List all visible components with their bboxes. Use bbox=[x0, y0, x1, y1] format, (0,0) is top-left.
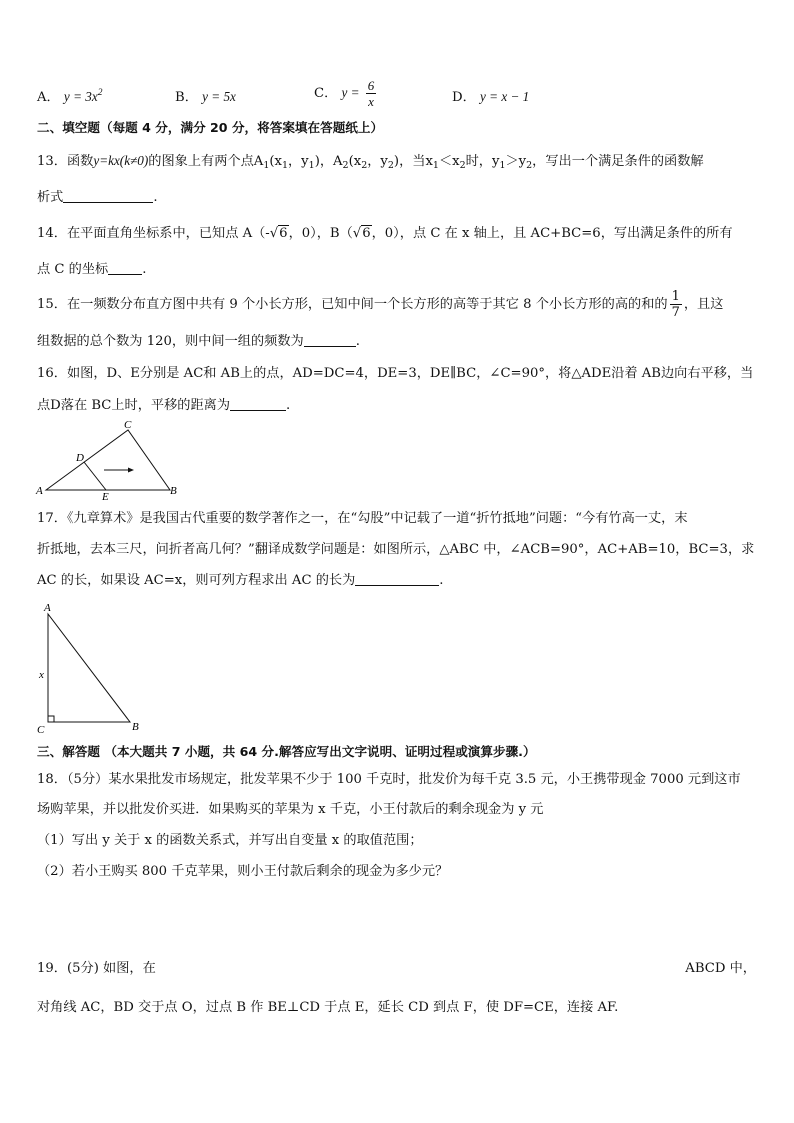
option-b bbox=[175, 86, 236, 105]
q18-sub2: （2）若小王购买 800 千克苹果，则小王付款后剩余的现金为多少元？ bbox=[37, 864, 449, 879]
q15-text: 组数据的总个数为 120，则中间一组的频数为 bbox=[37, 334, 304, 349]
fraction-denominator: 7 bbox=[671, 305, 680, 320]
q13-subscript: 2 bbox=[361, 160, 368, 171]
q14-line2 bbox=[37, 260, 146, 279]
q16-line2 bbox=[37, 396, 290, 415]
label-x: x bbox=[39, 669, 44, 681]
label-c: C bbox=[124, 419, 132, 431]
q13-text: ＜x bbox=[438, 154, 460, 169]
sqrt-radicand: 6 bbox=[279, 226, 288, 241]
option-a-expr: y = 3x bbox=[63, 89, 98, 104]
q18-line1: 18．（5分）某水果批发市场规定，批发苹果不少于 100 千克时，批发价为每千克 3.5 元，小王携带现金 7000 元到这市 bbox=[37, 772, 741, 787]
q13-text: 的图象上有两个点A bbox=[148, 154, 264, 169]
answer-blank[interactable] bbox=[304, 332, 356, 347]
q14-text: 14．在平面直角坐标系中，已知点 A（- bbox=[37, 226, 270, 241]
label-a: A bbox=[44, 602, 51, 614]
q13-text: ＞y bbox=[505, 154, 527, 169]
q13-subscript: 2 bbox=[526, 160, 533, 171]
q13-subscript: 1 bbox=[263, 160, 270, 171]
q13-text: )，A bbox=[314, 154, 343, 169]
option-c-expr: y = bbox=[341, 85, 360, 100]
q17-text: . bbox=[439, 573, 444, 588]
q17-text: AC 的长，如果设 AC=x，则可列方程求出 AC 的长为 bbox=[37, 573, 356, 588]
arrow-icon bbox=[104, 468, 134, 473]
section2-title: 二、填空题（每题 4 分，满分 20 分，将答案填在答题纸上） bbox=[37, 120, 384, 135]
label-a: A bbox=[36, 485, 43, 497]
answer-blank[interactable] bbox=[355, 571, 439, 586]
sqrt-radicand: 6 bbox=[362, 226, 371, 241]
option-d bbox=[452, 86, 529, 105]
option-d-expr: y = x − 1 bbox=[479, 89, 530, 104]
q14-text: . bbox=[142, 262, 147, 277]
q13-subscript: 1 bbox=[432, 160, 439, 171]
q15-fraction bbox=[670, 289, 682, 320]
q16-text: 点D落在 BC上时，平移的距离为 bbox=[37, 398, 231, 413]
fraction-numerator: 1 bbox=[671, 289, 680, 304]
option-a-exponent: 2 bbox=[97, 88, 103, 98]
q19-line1-right: ABCD 中， bbox=[685, 961, 756, 976]
option-d-label: D． bbox=[452, 90, 476, 105]
answer-blank[interactable] bbox=[230, 396, 286, 411]
option-a-label: A． bbox=[37, 90, 60, 105]
answer-blank[interactable] bbox=[63, 188, 153, 203]
q15-text: 15．在一频数分布直方图中共有 9 个小长方形，已知中间一个长方形的高等于其它 8 个小长方形的高的和的 bbox=[37, 297, 668, 312]
label-b: B bbox=[170, 485, 177, 497]
q19-line2: 对角线 AC，BD 交于点 O，过点 B 作 BE⊥CD 于点 E，延长 CD 到点 F，使 DF=CE，连接 AF. bbox=[37, 1000, 619, 1015]
q16-line1: 16．如图，D、E分别是 AC和 AB上的点，AD=DC=4，DE=3，DE∥BC，∠C=90°，将△ADE沿着 AB边向右平移，当 bbox=[37, 366, 754, 381]
right-angle-mark bbox=[48, 716, 54, 722]
label-e: E bbox=[102, 491, 109, 502]
option-c bbox=[314, 78, 378, 109]
segment-de bbox=[84, 462, 106, 490]
option-c-label: C． bbox=[314, 86, 338, 101]
label-c: C bbox=[37, 724, 45, 736]
figure-17-right-triangle bbox=[34, 600, 154, 736]
option-c-denominator: x bbox=[368, 94, 374, 109]
q13-subscript: 2 bbox=[387, 160, 394, 171]
q13-text: 13．函数 bbox=[37, 154, 94, 169]
option-a bbox=[37, 86, 102, 105]
q15-text: ，且这 bbox=[683, 297, 724, 312]
q18-sub1: （1）写出 y 关于 x 的函数关系式，并写出自变量 x 的取值范围； bbox=[37, 833, 423, 848]
q13-text: ，y bbox=[367, 154, 388, 169]
sqrt-symbol: √6 bbox=[352, 226, 371, 241]
q13-subscript: 1 bbox=[281, 160, 288, 171]
figure-16-triangle bbox=[30, 418, 190, 502]
q15-text: . bbox=[355, 334, 360, 349]
triangle-abc bbox=[48, 614, 130, 722]
q13-text: (x bbox=[269, 154, 282, 169]
q13-text: (x bbox=[348, 154, 362, 169]
q13-text: 析式 bbox=[37, 190, 64, 205]
q15-line2 bbox=[37, 332, 360, 351]
q13-line1 bbox=[37, 152, 704, 175]
sqrt-symbol: √6 bbox=[269, 226, 288, 241]
q18-line2: 场购苹果，并以批发价买进．如果购买的苹果为 x 千克，小王付款后的剩余现金为 y 元 bbox=[37, 802, 544, 817]
q13-subscript: 2 bbox=[342, 160, 349, 171]
q17-line2: 折抵地，去本三尺，问折者高几何？”翻译成数学问题是：如图所示，△ABC 中，∠ACB=90°，AC+AB=10，BC=3，求 bbox=[37, 542, 755, 557]
q13-text: ，y bbox=[288, 154, 309, 169]
option-c-fraction bbox=[366, 78, 377, 109]
q16-text: . bbox=[286, 398, 291, 413]
answer-blank[interactable] bbox=[108, 260, 142, 275]
label-b: B bbox=[132, 721, 139, 733]
q14-text: ，0），B（ bbox=[288, 226, 353, 241]
q17-line1: 17．《九章算术》是我国古代重要的数学著作之一，在“勾股”中记载了一道“折竹抵地”问题：“今有竹高一丈，末 bbox=[37, 511, 688, 526]
triangle-abc bbox=[46, 430, 170, 490]
q15-line1 bbox=[37, 289, 723, 320]
q14-text: 点 C 的坐标 bbox=[37, 262, 109, 277]
q13-text: . bbox=[153, 190, 158, 205]
q13-text: )，当x bbox=[393, 154, 433, 169]
q14-line1 bbox=[37, 225, 733, 243]
section3-title: 三、解答题 （本大题共 7 小题，共 64 分.解答应写出文字说明、证明过程或演算步骤.） bbox=[37, 744, 536, 759]
option-b-expr: y = 5x bbox=[202, 89, 236, 104]
q13-function: y=kx(k≠0) bbox=[93, 153, 149, 168]
q14-text: ，0），点 C 在 x 轴上，且 AC+BC=6，写出满足条件的所有 bbox=[371, 226, 733, 241]
q13-subscript: 1 bbox=[499, 160, 506, 171]
q13-line2 bbox=[37, 188, 158, 207]
q13-text: 时，y bbox=[465, 154, 500, 169]
option-c-numerator: 6 bbox=[367, 78, 375, 93]
label-d: D bbox=[76, 452, 84, 464]
q19-line1-left: 19．(5分) 如图，在 bbox=[37, 961, 156, 976]
option-b-label: B． bbox=[175, 90, 198, 105]
q13-subscript: 2 bbox=[459, 160, 466, 171]
q17-line3 bbox=[37, 571, 444, 590]
q13-text: ，写出一个满足条件的函数解 bbox=[532, 154, 704, 169]
q13-subscript: 1 bbox=[308, 160, 315, 171]
